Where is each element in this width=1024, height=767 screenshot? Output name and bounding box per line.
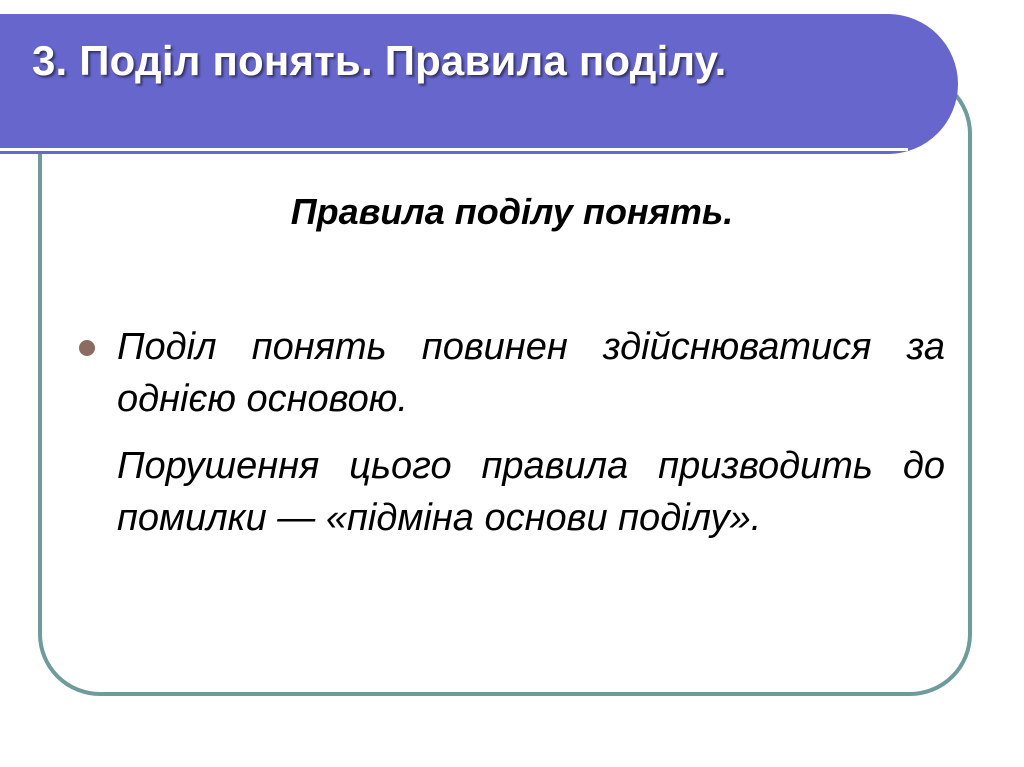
slide-subtitle: Правила поділу понять. [290,191,734,232]
title-underline [0,148,908,151]
bullet-icon [79,340,95,356]
slide-title: 3. Поділ понять. Правила поділу. [32,37,727,84]
bullet-text: Поділ понять повинен здійснюватися за однією основою. [117,326,945,420]
continuation-text: Порушення цього правила призводить до помилки — «підміна основи поділу». [117,445,945,539]
title-bar [0,14,958,154]
